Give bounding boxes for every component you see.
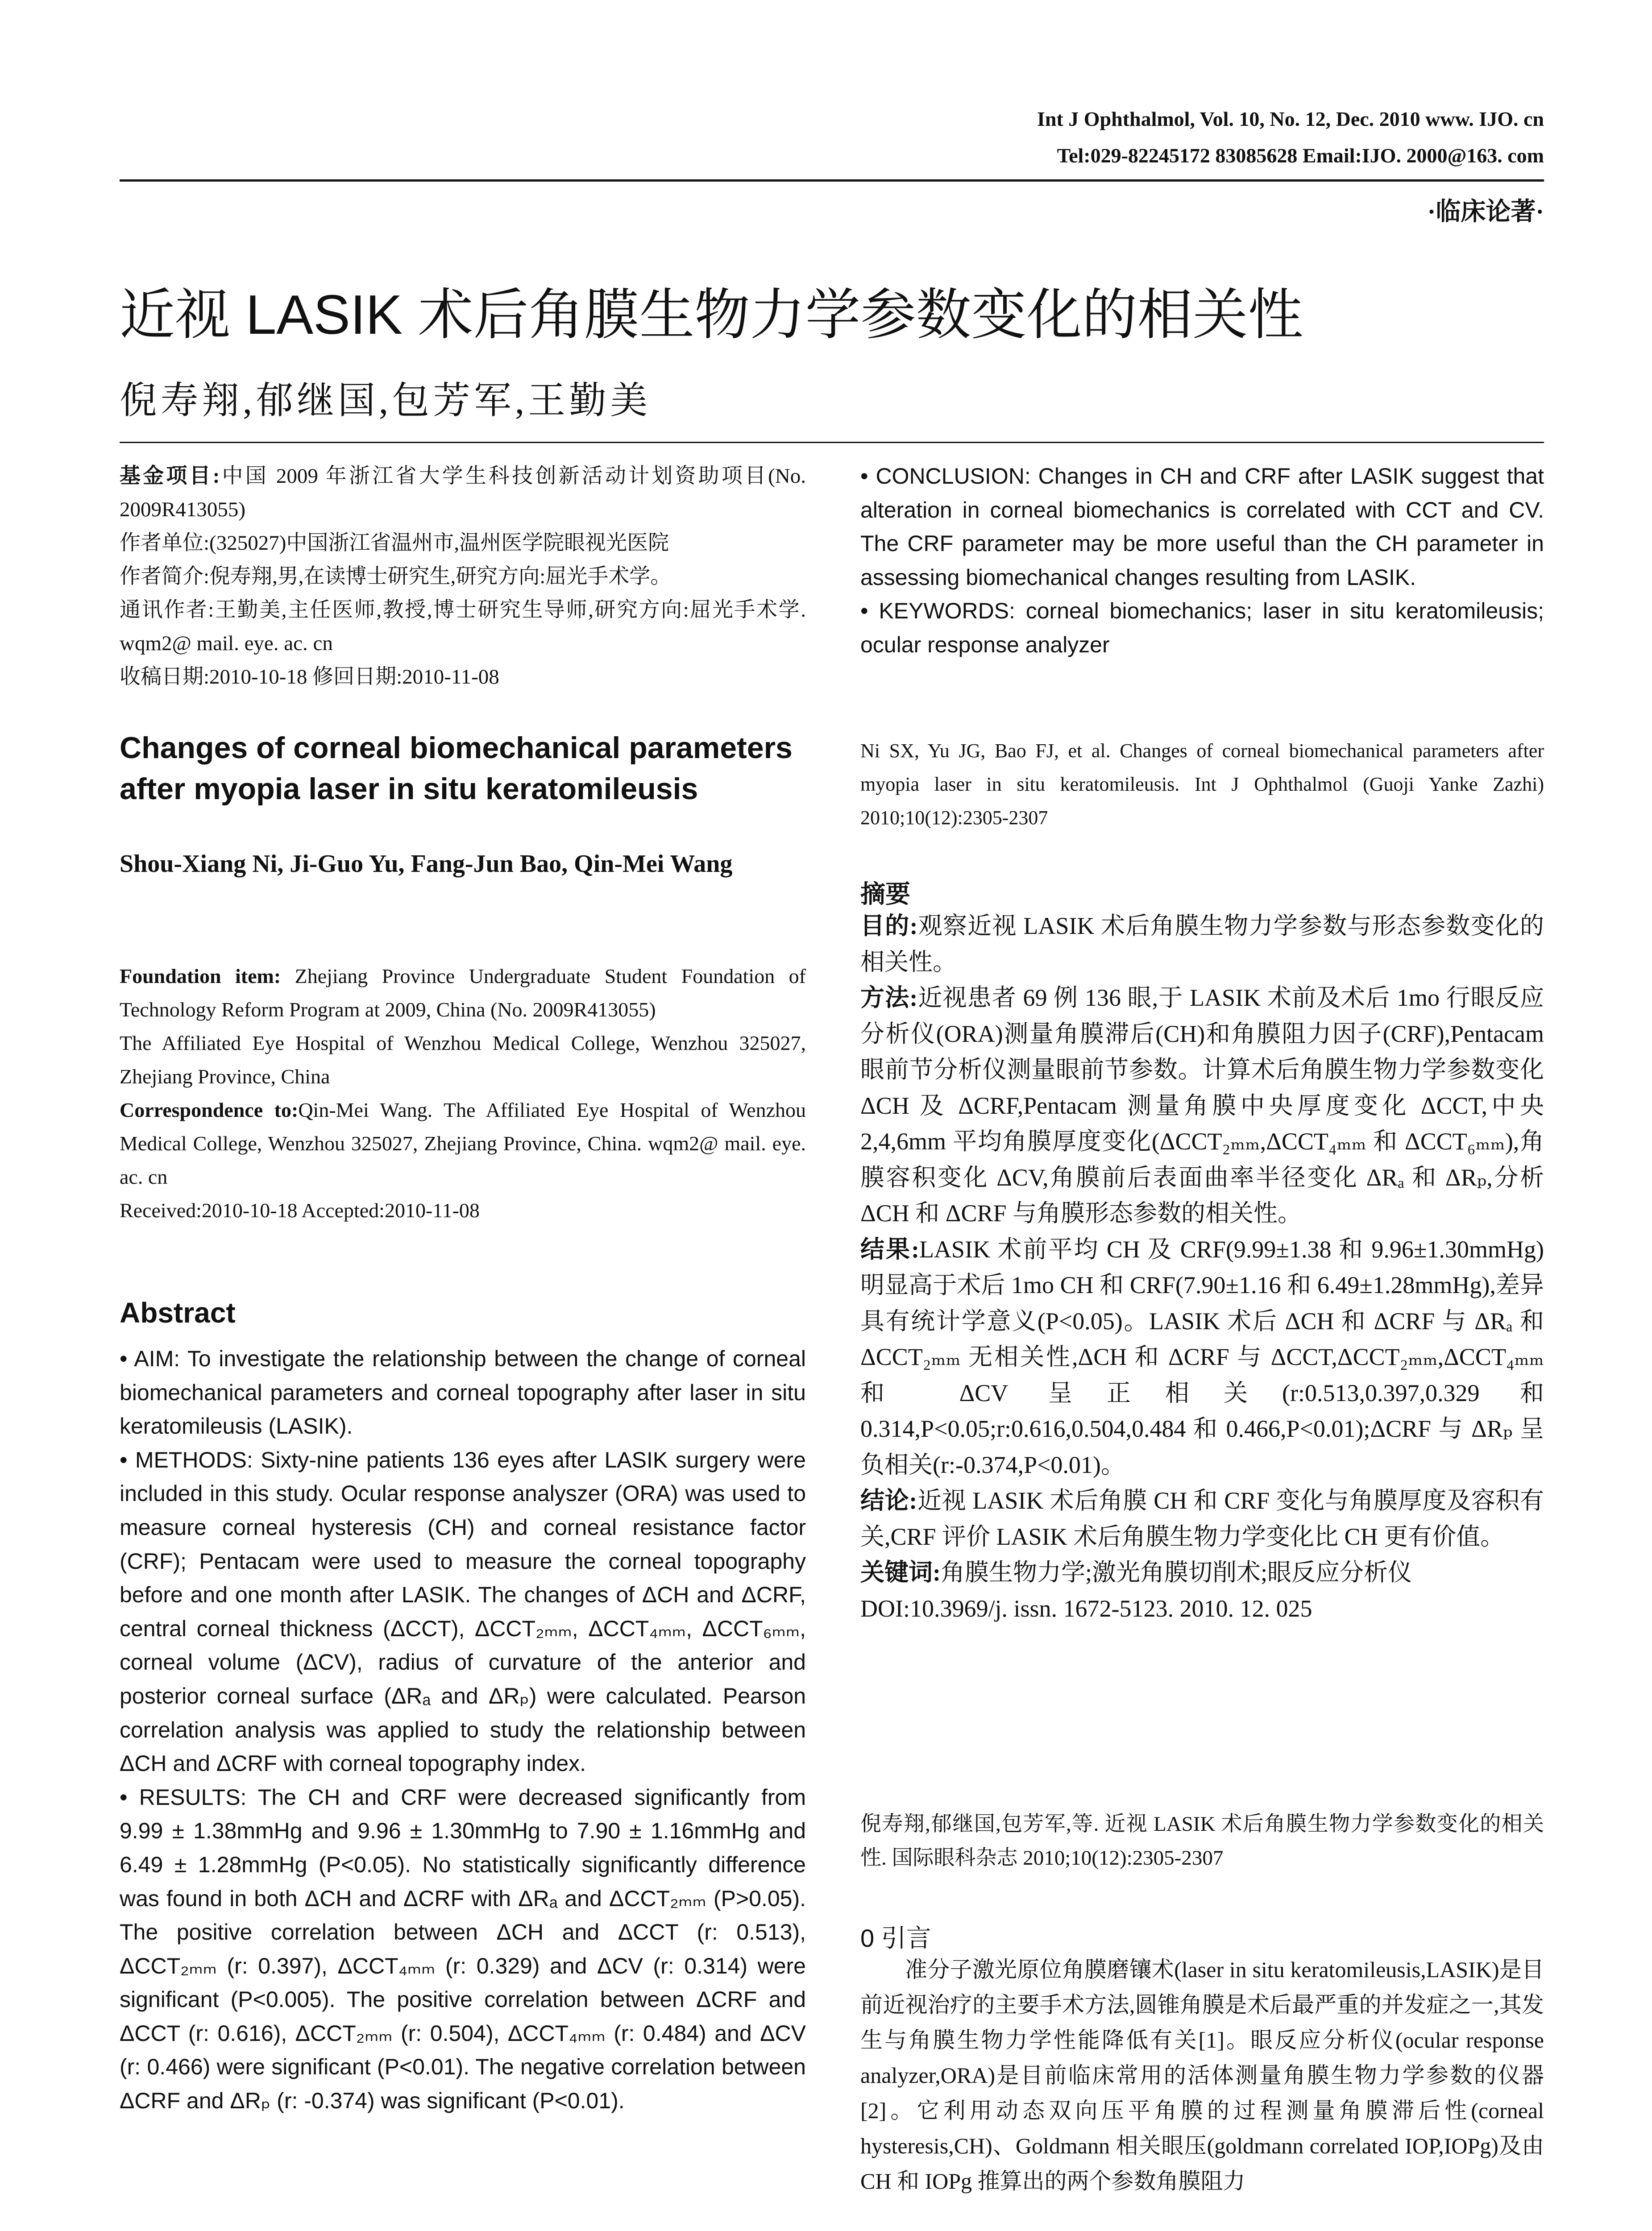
cn-aim-label: 目的:	[860, 912, 918, 939]
correspondence-cn: 通讯作者:王勤美,主任医师,教授,博士研究生导师,研究方向:屈光手术学. wqm2@ mail. eye. ac. cn	[120, 598, 806, 655]
english-authors: Shou-Xiang Ni, Ji-Guo Yu, Fang-Jun Bao, Qin-Mei Wang	[120, 850, 733, 878]
cn-aim-text: 观察近视 LASIK 术后角膜生物力学参数与形态参数变化的相关性。	[860, 912, 1544, 975]
cn-conclusion-label: 结论:	[860, 1487, 917, 1514]
cn-aim	[860, 908, 1544, 980]
affiliation-en: The Affiliated Eye Hospital of Wenzhou Medical College, Wenzhou 325027, Zhejiang Province, China	[120, 1032, 806, 1088]
chinese-title: 近视 LASIK 术后角膜生物力学参数变化的相关性	[120, 284, 1303, 346]
abstract-conclusion: • CONCLUSION: Changes in CH and CRF after LASIK suggest that alteration in corneal biomechanics is correlated with CCT and CV. The CRF parameter may be more useful than the CH parameter in assessing biomechanical changes resulting from LASIK.	[860, 464, 1544, 590]
chinese-citation-text: 倪寿翔,郁继国,包芳军,等. 近视 LASIK 术后角膜生物力学参数变化的相关性. 国际眼科杂志 2010;10(12):2305-2307	[860, 1812, 1544, 1870]
cn-keywords-label: 关键词:	[860, 1559, 941, 1586]
cn-methods	[860, 980, 1544, 1232]
english-title: Changes of corneal biomechanical parameters after myopia laser in situ keratomileusis	[120, 731, 793, 806]
journal-header-line: Int J Ophthalmol, Vol. 10, No. 12, Dec. 2010 www. IJO. cn	[1037, 108, 1544, 130]
author-bio-cn: 作者简介:倪寿翔,男,在读博士研究生,研究方向:屈光手术学。	[120, 565, 672, 588]
abstract-results: • RESULTS: The CH and CRF were decreased significantly from 9.99 ± 1.38mmHg and 9.96 ± 1.30mmHg to 7.90 ± 1.16mmHg and 6.49 ± 1.28mmHg (P<0.05). No statistically significantly difference was found in both ΔCH and ΔCRF with ΔRₐ and ΔCCT₂ₘₘ (P>0.05). The positive correlation between ΔCH and ΔCCT (r: 0.513), ΔCCT₂ₘₘ (r: 0.397), ΔCCT₄ₘₘ (r: 0.329) and ΔCV (r: 0.314) were significant (P<0.005). The positive correlation between ΔCRF and ΔCCT (r: 0.616), ΔCCT₂ₘₘ (r: 0.504), ΔCCT₄ₘₘ (r: 0.484) and ΔCV (r: 0.466) were significant (P<0.01). The negative correlation between ΔCRF and ΔRₚ (r: -0.374) was significant (P<0.01).	[120, 1784, 806, 2114]
author-unit-cn: 作者单位:(325027)中国浙江省温州市,温州医学院眼视光医院	[120, 531, 669, 555]
chinese-info-block	[120, 460, 806, 694]
abstract-methods: • METHODS: Sixty-nine patients 136 eyes after LASIK surgery were included in this study. Ocular response analyszer (ORA) was used to measure corneal hysteresis (CH) and corneal resistance factor (CRF); Pentacam were used to measure the corneal topography before and one month after LASIK. The changes of ΔCH and ΔCRF, central corneal thickness (ΔCCT), ΔCCT₂ₘₘ, ΔCCT₄ₘₘ, ΔCCT₆ₘₘ, corneal volume (ΔCV), radius of curvature of the anterior and posterior corneal surface (ΔRₐ and ΔRₚ) were calculated. Pearson correlation analysis was applied to study the relationship between ΔCH and ΔCRF with corneal topography index.	[120, 1447, 806, 1776]
journal-contact-line: Tel:029-82245172 83085628 Email:IJO. 2000@163. com	[1057, 144, 1544, 167]
english-citation	[860, 734, 1544, 834]
chinese-abstract-heading: 摘要	[860, 881, 910, 908]
english-abstract-continued	[860, 460, 1544, 662]
foundation-cn	[120, 460, 806, 527]
chinese-authors: 倪寿翔,郁继国,包芳军,王勤美	[120, 380, 652, 422]
english-info-block	[120, 959, 806, 1227]
correspondence-en-text: Qin-Mei Wang. The Affiliated Eye Hospital of Wenzhou Medical College, Wenzhou 325027, Zhejiang Province, China. wqm2@ mail. eye. ac. cn	[120, 1099, 806, 1188]
cn-results	[860, 1232, 1544, 1483]
abstract-keywords: • KEYWORDS: corneal biomechanics; laser in situ keratomileusis; ocular response analyzer	[860, 598, 1544, 657]
cn-keywords-text: 角膜生物力学;激光角膜切削术;眼反应分析仪	[940, 1559, 1412, 1586]
english-citation-text: Ni SX, Yu JG, Bao FJ, et al. Changes of corneal biomechanical parameters after myopia laser in situ keratomileusis. Int J Ophthalmol (Guoji Yanke Zazhi) 2010;10(12):2305-2307	[860, 740, 1544, 829]
foundation-en	[120, 959, 806, 1026]
chinese-citation	[860, 1807, 1544, 1875]
cn-methods-label: 方法:	[860, 984, 918, 1011]
title-rule	[120, 442, 1544, 443]
introduction-text: 准分子激光原位角膜磨镶术(laser in situ keratomileusis,LASIK)是目前近视治疗的主要手术方法,圆锥角膜是术后最严重的并发症之一,其发生与角膜生物力学性能降低有关[1]。眼反应分析仪(ocular response analyzer,ORA)是目前临床常用的活体测量角膜生物力学参数的仪器[2]。它利用动态双向压平角膜的过程测量角膜滞后性(corneal hysteresis,CH)、Goldmann 相关眼压(goldmann correlated IOP,IOPg)及由 CH 和 IOPg 推算出的两个参数角膜阻力	[860, 1957, 1544, 2194]
english-abstract	[120, 1342, 806, 2118]
correspondence-en-label: Correspondence to:	[120, 1099, 299, 1121]
cn-results-text: LASIK 术前平均 CH 及 CRF(9.99±1.38 和 9.96±1.30mmHg)明显高于术后 1mo CH 和 CRF(7.90±1.16 和 6.49±1.28mmHg),差异具有统计学意义(P<0.05)。LASIK 术后 ΔCH 和 ΔCRF 与 ΔRₐ 和 ΔCCT₂ₘₘ 无相关性,ΔCH 和 ΔCRF 与 ΔCCT,ΔCCT₂ₘₘ,ΔCCT₄ₘₘ 和 ΔCV 呈正相关(r:0.513,0.397,0.329 和 0.314,P<0.05;r:0.616,0.504,0.484 和 0.466,P<0.01);ΔCRF 与 ΔRₚ 呈负相关(r:-0.374,P<0.01)。	[860, 1236, 1544, 1478]
abstract-heading: Abstract	[120, 1297, 236, 1329]
cn-conclusion	[860, 1483, 1544, 1555]
correspondence-en	[120, 1093, 806, 1194]
foundation-cn-label: 基金项目:	[120, 464, 220, 488]
chinese-abstract	[860, 908, 1544, 1626]
cn-results-label: 结果:	[860, 1236, 919, 1263]
dates-cn: 收稿日期:2010-10-18 修回日期:2010-11-08	[120, 665, 499, 688]
cn-conclusion-text: 近视 LASIK 术后角膜 CH 和 CRF 变化与角膜厚度及容积有关,CRF 评价 LASIK 术后角膜生物力学变化比 CH 更有价值。	[860, 1487, 1544, 1550]
foundation-en-label: Foundation item:	[120, 965, 281, 987]
introduction	[860, 1952, 1544, 2199]
foundation-cn-text: 中国 2009 年浙江省大学生科技创新活动计划资助项目(No. 2009R413055)	[120, 464, 806, 521]
dates-en: Received:2010-10-18 Accepted:2010-11-08	[120, 1199, 480, 1222]
intro-heading: 0 引言	[860, 1924, 931, 1952]
header-rule	[120, 179, 1544, 182]
cn-methods-text: 近视患者 69 例 136 眼,于 LASIK 术前及术后 1mo 行眼反应分析仪(ORA)测量角膜滞后(CH)和角膜阻力因子(CRF),Pentacam 眼前节分析仪测量眼前节参数。计算术后角膜生物力学参数变化 ΔCH 及 ΔCRF,Pentacam 测量角膜中央厚度变化 ΔCCT,中央 2,4,6mm 平均角膜厚度变化(ΔCCT₂ₘₘ,ΔCCT₄ₘₘ 和 ΔCCT₆ₘₘ),角膜容积变化 ΔCV,角膜前后表面曲率半径变化 ΔRₐ 和 ΔRₚ,分析 ΔCH 和 ΔCRF 与角膜形态参数的相关性。	[860, 984, 1544, 1227]
abstract-aim: • AIM: To investigate the relationship between the change of corneal biomechanical parameters and corneal topography after laser in situ keratomileusis (LASIK).	[120, 1346, 806, 1439]
doi: DOI:10.3969/j. issn. 1672-5123. 2010. 12. 025	[860, 1595, 1312, 1622]
cn-keywords	[860, 1555, 1544, 1591]
foundation-en-text: Zhejiang Province Undergraduate Student Foundation of Technology Reform Program at 2009, China (No. 2009R413055)	[120, 965, 806, 1021]
section-tag: ·临床论著·	[1427, 198, 1544, 226]
